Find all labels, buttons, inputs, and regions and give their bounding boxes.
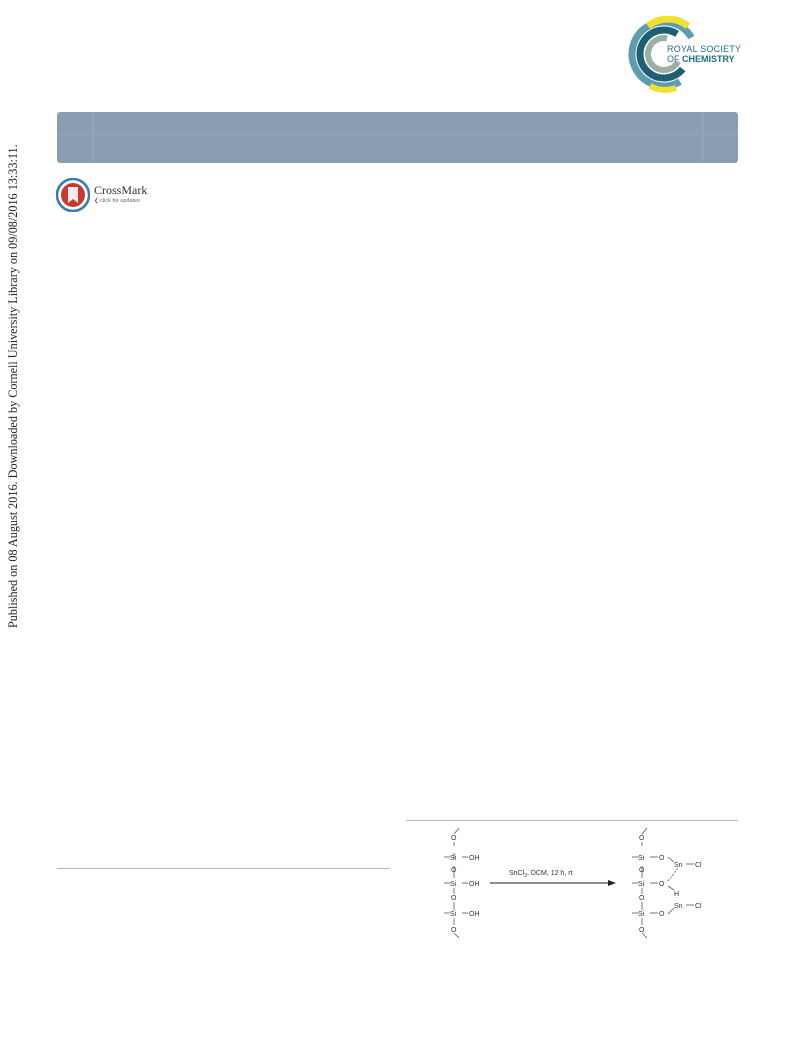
download-note: Published on 08 August 2016. Downloaded by Cornell University Library on 09/08/2016 13:33:11. [6, 144, 20, 628]
left-oh-1: OH [469, 855, 480, 862]
right-bridge-o-2: O [659, 881, 665, 888]
left-o-3: O [451, 895, 457, 902]
reagent-subscript: 2 [524, 873, 527, 879]
crossmark-title: CrossMark [94, 183, 148, 197]
reagent-label: SnCl [509, 870, 525, 877]
right-o-1: O [639, 835, 645, 842]
right-sn-1: Sn [674, 862, 683, 869]
right-bridge-o-1: O [659, 855, 665, 862]
banner-divider-left [93, 112, 94, 163]
left-si-3: Si [450, 911, 457, 918]
crossmark-button[interactable] [56, 178, 166, 214]
left-oh-3: OH [469, 911, 480, 918]
right-bridge-o-3: O [659, 911, 665, 918]
right-o-4: O [639, 927, 645, 934]
right-o-2: O [639, 867, 645, 874]
right-si-3: Si [638, 911, 645, 918]
rsc-wordmark-line2 [667, 54, 747, 64]
crossmark-subtitle [94, 198, 140, 204]
left-o-1: O [451, 835, 457, 842]
rsc-wordmark-prefix: OF [667, 54, 682, 64]
left-arrow-icon: ❮ [94, 198, 99, 204]
conditions-label: , DCM, 12 h, rt [526, 870, 573, 877]
left-o-4: O [451, 927, 457, 934]
right-si-1: Si [638, 855, 645, 862]
right-cl-1: Cl [695, 862, 702, 869]
banner-divider-row [57, 134, 738, 135]
right-si-2: Si [638, 881, 645, 888]
left-oh-2: OH [469, 881, 480, 888]
scheme-top-rule [406, 820, 738, 821]
right-h: H [674, 891, 680, 898]
right-o-3: O [639, 895, 645, 902]
rsc-wordmark [667, 44, 747, 64]
reaction-scheme [406, 826, 738, 941]
right-sn-2: Sn [674, 903, 683, 910]
crossmark-subtitle-text: click for updates [100, 198, 140, 204]
left-o-2: O [451, 867, 457, 874]
reaction-conditions [509, 870, 573, 879]
crossmark-icon [56, 178, 90, 212]
rsc-wordmark-main: CHEMISTRY [682, 54, 735, 64]
banner-divider-right [702, 112, 703, 163]
footnote-rule [57, 868, 390, 869]
journal-header-banner [57, 112, 738, 163]
left-si-2: Si [450, 881, 457, 888]
left-si-1: Si [450, 855, 457, 862]
rsc-wordmark-line1: ROYAL SOCIETY [667, 44, 742, 54]
right-cl-2: Cl [695, 903, 702, 910]
